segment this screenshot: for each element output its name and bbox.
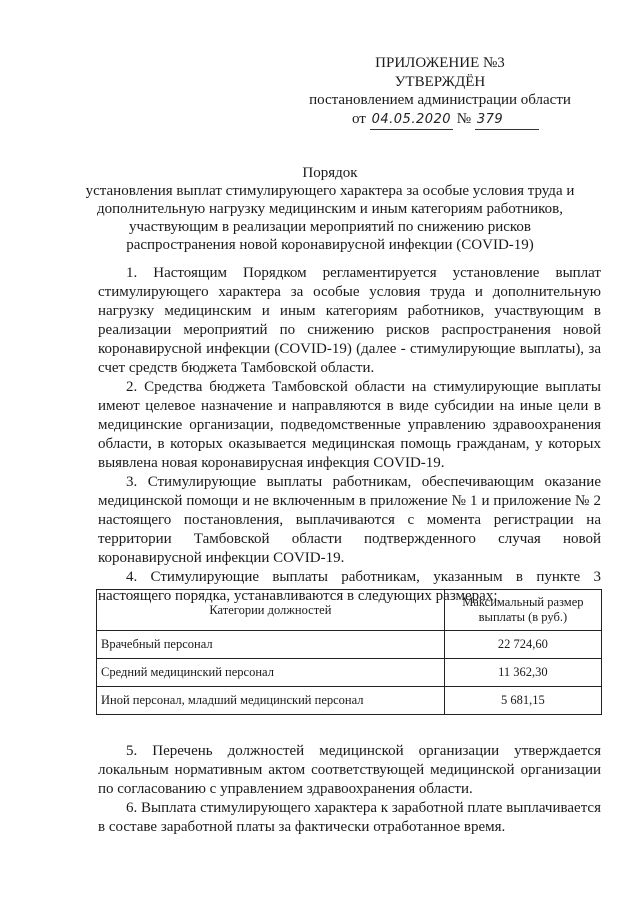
title-line-1: Порядок bbox=[302, 165, 358, 181]
title-line-4: участвующим в реализации мероприятий по снижению рисков bbox=[129, 219, 531, 235]
paragraph-6: 6. Выплата стимулирующего характера к заработной плате выплачивается в составе заработной платы за фактически отработанное время. bbox=[98, 800, 601, 835]
paragraph-1: 1. Настоящим Порядком регламентируется установление выплат стимулирующего характера за особые условия труда и дополнительную нагрузку медицинским и иным категориям работников, участвующим в реализации мероприятий по снижению рисков распространения новой коронавирусной инфекции (COVID-19) (далее - стимулирующие выплаты), за счет средств бюджета Тамбовской области. bbox=[98, 265, 601, 376]
paragraph-3: 3. Стимулирующие выплаты работникам, обеспечивающим оказание медицинской помощи и не включенным в приложение № 1 и приложение № 2 настоящего постановления, выплачиваются с момента регистрации на территории Тамбовской области подтвержденного случая новой коронавирусной инфекции COVID-19. bbox=[98, 474, 601, 566]
date-prefix: от bbox=[352, 111, 366, 127]
header-amount: Максимальный размер выплаты (в руб.) bbox=[444, 590, 601, 631]
row-category: Иной персонал, младший медицинский персонал bbox=[97, 687, 445, 715]
approved-label: УТВЕРЖДЁН bbox=[394, 74, 486, 90]
title-line-2: установления выплат стимулирующего характера за особые условия труда и bbox=[85, 183, 575, 199]
decree-by: постановлением администрации области bbox=[309, 92, 571, 108]
payments-table bbox=[96, 589, 602, 715]
paragraph-4: 4. Стимулирующие выплаты работникам, указанным в пункте 3 настоящего порядка, устанавливаются в следующих размерах: bbox=[98, 569, 601, 604]
number-prefix: № bbox=[456, 111, 472, 127]
row-category: Врачебный персонал bbox=[97, 631, 445, 659]
appendix-number: ПРИЛОЖЕНИЕ №3 bbox=[375, 55, 505, 71]
row-category: Средний медицинский персонал bbox=[97, 659, 445, 687]
body-paragraphs-bottom bbox=[98, 742, 601, 837]
paragraph-2: 2. Средства бюджета Тамбовской области на стимулирующие выплаты имеют целевое назначение и направляются в виде субсидии на иные цели в медицинские организации, подведомственные управлению здравоохранения области, в которых оказывается медицинская помощь гражданам, у которых выявлена новая коронавирусная инфекция COVID-19. bbox=[98, 379, 601, 471]
table-header-row bbox=[97, 590, 602, 631]
table-row bbox=[97, 659, 602, 687]
title-line-5: распространения новой коронавирусной инфекции (COVID-19) bbox=[126, 237, 534, 253]
header-category: Категории должностей bbox=[97, 590, 445, 631]
body-paragraphs-top bbox=[98, 264, 601, 606]
row-amount: 5 681,15 bbox=[444, 687, 601, 715]
row-amount: 22 724,60 bbox=[444, 631, 601, 659]
paragraph-5: 5. Перечень должностей медицинской организации утверждается локальным нормативным актом соответствующей медицинской организации по согласованию с управлением здравоохранения области. bbox=[98, 743, 601, 797]
handwritten-number: 379 bbox=[475, 111, 539, 130]
row-amount: 11 362,30 bbox=[444, 659, 601, 687]
decree-date-line bbox=[352, 110, 592, 130]
table-row bbox=[97, 631, 602, 659]
table-row bbox=[97, 687, 602, 715]
title-line-3: дополнительную нагрузку медицинским и иным категориям работников, bbox=[96, 201, 564, 217]
handwritten-date: 04.05.2020 bbox=[370, 111, 453, 130]
